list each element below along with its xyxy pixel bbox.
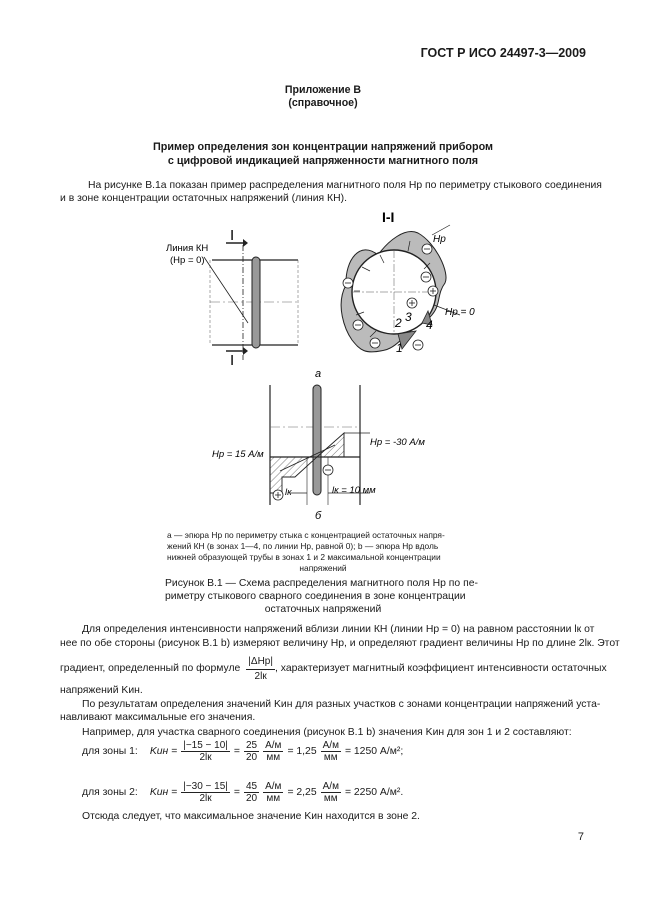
zone2-fraction1 bbox=[181, 781, 230, 804]
gradient-denominator: 2lк bbox=[254, 670, 267, 682]
pipe-side-view bbox=[204, 239, 300, 360]
intro-line1: На рисунке В.1а показан пример распределения магнитного поля Hр по периметру стыкового соединения bbox=[88, 180, 602, 191]
zone2-den4: мм bbox=[323, 793, 338, 804]
zone1-num1: |−15 − 10| bbox=[183, 740, 228, 751]
figure-caption-line2: риметру стыкового сварного соединения в зоне концентрации bbox=[165, 591, 466, 602]
zone1-fraction1 bbox=[181, 740, 230, 763]
zone2-final: = 2250 А/м². bbox=[344, 787, 404, 798]
zone-3: 3 bbox=[405, 310, 412, 324]
appendix-title: Приложение В bbox=[284, 84, 362, 96]
zone1-num4: А/м bbox=[322, 740, 339, 751]
zone2-fraction4 bbox=[321, 781, 341, 804]
hp-minus30-label: Hр = -30 А/м bbox=[370, 437, 425, 448]
zone1-den2: 20 bbox=[245, 752, 258, 763]
para3-line2: навливают максимальные его значения. bbox=[60, 712, 256, 723]
zone1-label: для зоны 1: bbox=[82, 746, 138, 757]
zone1-den3: мм bbox=[266, 752, 281, 763]
zone1-formula: для зоны 1: Kин = $\frac{|-15 - 10|}{2lк}$ = $\frac{25}{20}$ $\frac{А/м}{мм}$ = 1,25 $\frac{А/м}{мм}$ = 1250 А/м²; bbox=[82, 740, 404, 763]
figure-b1 bbox=[130, 205, 530, 525]
gradient-numerator: |ΔHр| bbox=[246, 655, 275, 670]
para2-before: градиент, определенный по формуле bbox=[60, 663, 241, 675]
zone2-num1: |−30 − 15| bbox=[183, 781, 228, 792]
gradient-fraction bbox=[246, 655, 275, 683]
zone1-k: Kин = bbox=[149, 746, 178, 757]
zone2-k: Kин = bbox=[149, 787, 178, 798]
appendix-subtitle: (справочное) bbox=[288, 97, 358, 109]
zone2-fraction3 bbox=[263, 781, 283, 804]
zone2-den2: 20 bbox=[245, 793, 258, 804]
zone2-result: = 2,25 bbox=[287, 787, 317, 798]
subfigure-b-label: б bbox=[315, 510, 322, 522]
intro-line2: и в зоне концентрации остаточных напряжений (линия КН). bbox=[60, 193, 347, 204]
para4: Например, для участка сварного соединения (рисунок В.1 b) значения Kин для зон 1 и 2 составляют: bbox=[82, 727, 572, 738]
caption-small-line1: а — эпюра Hр по периметру стыка с концентрацией остаточных напря- bbox=[167, 530, 445, 540]
para2-line2: напряжений Kин. bbox=[60, 685, 143, 696]
section-title-line2: с цифровой индикацией напряженности магнитного поля bbox=[167, 155, 479, 167]
zone2-den1: 2lк bbox=[199, 793, 212, 804]
para3-line1: По результатам определения значений Kин для разных участков с зонами концентрации напряжений уста- bbox=[82, 699, 601, 710]
zone2-num2: 45 bbox=[245, 781, 258, 792]
hp-zero-label: Hр = 0 bbox=[445, 307, 475, 318]
cut-label-bottom: I bbox=[230, 352, 235, 369]
para1-line2: нее по обе стороны (рисунок В.1 b) измеряют величину Hр, и определяют градиент величины Hр по длине 2lк. Этот bbox=[60, 638, 620, 649]
zone1-den4: мм bbox=[323, 752, 338, 763]
section-label: I-I bbox=[382, 209, 395, 225]
caption-small-line2: жений КН (в зонах 1—4, по линии Hр, равной 0); b — эпюра Hр вдоль bbox=[167, 541, 439, 551]
page-number: 7 bbox=[577, 831, 584, 843]
zone1-num3: А/м bbox=[265, 740, 282, 751]
document-header: ГОСТ Р ИСО 24497-3—2009 bbox=[420, 46, 586, 60]
zone1-fraction4 bbox=[321, 740, 341, 763]
zone1-fraction2 bbox=[244, 740, 259, 763]
zone2-num3: А/м bbox=[265, 781, 282, 792]
figure-caption-line1: Рисунок В.1 — Схема распределения магнитного поля Hр по пе- bbox=[165, 578, 478, 589]
zone1-fraction3 bbox=[263, 740, 283, 763]
figure-caption-line3: остаточных напряжений bbox=[264, 604, 382, 615]
zone-1: 1 bbox=[396, 341, 403, 355]
zone1-den1: 2lк bbox=[199, 752, 212, 763]
zone1-result: = 1,25 bbox=[287, 746, 317, 757]
zone2-formula: для зоны 2: Kин = $\frac{|-30 - 15|}{2lк}$ = $\frac{45}{20}$ $\frac{А/м}{мм}$ = 2,25 $\frac{А/м}{мм}$ = 2250 А/м². bbox=[82, 781, 404, 804]
lk-value-label: lк = 10 мм bbox=[332, 485, 376, 496]
section-title-line1: Пример определения зон концентрации напряжений прибором bbox=[152, 141, 494, 153]
para1-line1: Для определения интенсивности напряжений вблизи линии КН (линии Hр = 0) на равном расстоянии lк от bbox=[82, 624, 595, 635]
para2-after: , характеризует магнитный коэффициент интенсивности остаточных bbox=[274, 663, 607, 675]
section-hp-label: Hр bbox=[433, 234, 446, 245]
caption-small-line4: напряжений bbox=[299, 563, 347, 573]
hp-15-label: Hр = 15 А/м bbox=[212, 449, 264, 460]
para2-line1 bbox=[60, 655, 607, 683]
zone2-fraction2 bbox=[244, 781, 259, 804]
zone1-final: = 1250 А/м²; bbox=[344, 746, 404, 757]
zone2-label: для зоны 2: bbox=[82, 787, 138, 798]
zone-2: 2 bbox=[395, 316, 402, 330]
zone-4: 4 bbox=[426, 318, 433, 332]
cut-label-top: I bbox=[230, 227, 235, 244]
line-kn-label: Линия КН bbox=[166, 243, 209, 254]
zone2-den3: мм bbox=[266, 793, 281, 804]
subfigure-a-label: а bbox=[315, 368, 322, 380]
zone2-num4: А/м bbox=[322, 781, 339, 792]
line-kn-value: (Hр = 0) bbox=[170, 255, 205, 266]
conclusion: Отсюда следует, что максимальное значение Kин находится в зоне 2. bbox=[82, 811, 420, 822]
lk-label: lк bbox=[285, 487, 292, 498]
caption-small-line3: нижней образующей трубы в зонах 1 и 2 максимальной концентрации bbox=[167, 552, 441, 562]
zone1-num2: 25 bbox=[245, 740, 258, 751]
